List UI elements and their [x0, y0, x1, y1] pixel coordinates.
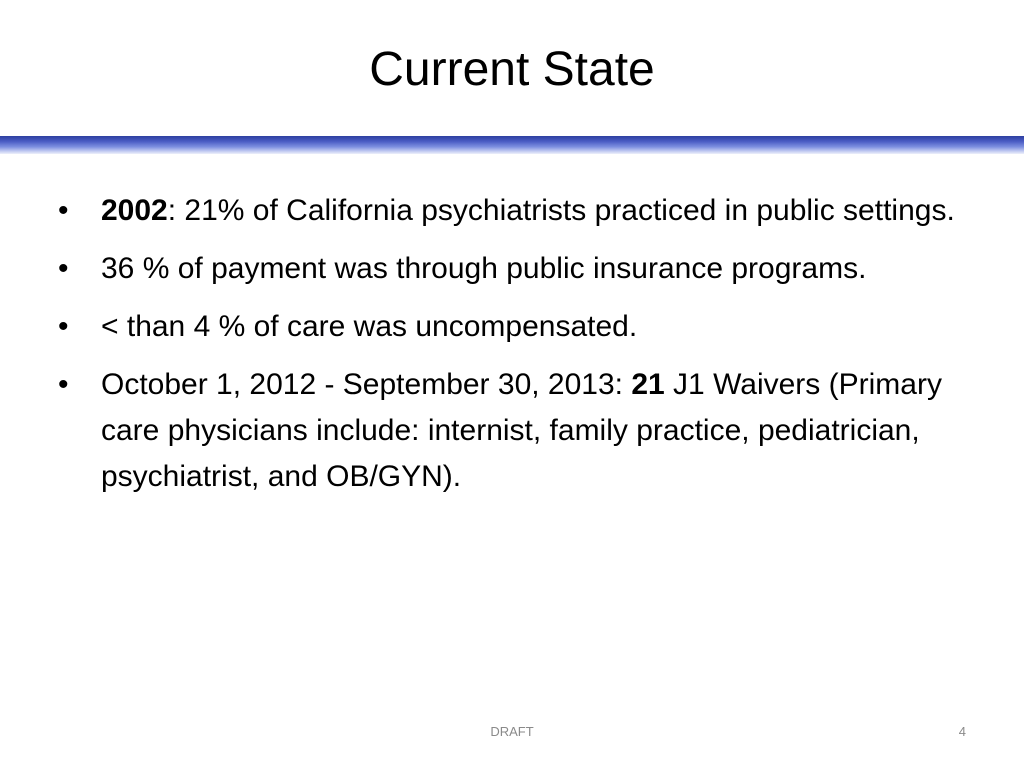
bullet-item-4 [58, 362, 978, 500]
bullet-3-text: < than 4 % of care was uncompensated. [101, 310, 638, 343]
bullet-4-bold-count: 21 [631, 368, 665, 401]
bullet-item-2 [58, 246, 978, 292]
bullet-marker: • [58, 310, 69, 343]
bullet-marker: • [58, 252, 69, 285]
bullet-list [58, 188, 978, 512]
bullet-1-bold-year: 2002 [101, 194, 168, 227]
bullet-item-3 [58, 304, 978, 350]
title-divider-bar [0, 136, 1024, 154]
bullet-4-text-after: J1 Waivers (Primary care physicians include: internist, family practice, pediatrician, psychiatrist, and OB/GYN). [101, 368, 942, 493]
bullet-marker: • [58, 368, 69, 401]
bullet-1-text: : 21% of California psychiatrists practiced in public settings. [167, 194, 955, 227]
footer-page-number: 4 [958, 724, 966, 739]
slide-title: Current State [369, 43, 655, 96]
bullet-item-1 [58, 188, 978, 234]
footer-draft-label: DRAFT [490, 724, 534, 739]
bullet-4-text-before: October 1, 2012 - September 30, 2013: [101, 368, 632, 401]
bullet-2-text: 36 % of payment was through public insurance programs. [101, 252, 867, 285]
bullet-marker: • [58, 194, 69, 227]
